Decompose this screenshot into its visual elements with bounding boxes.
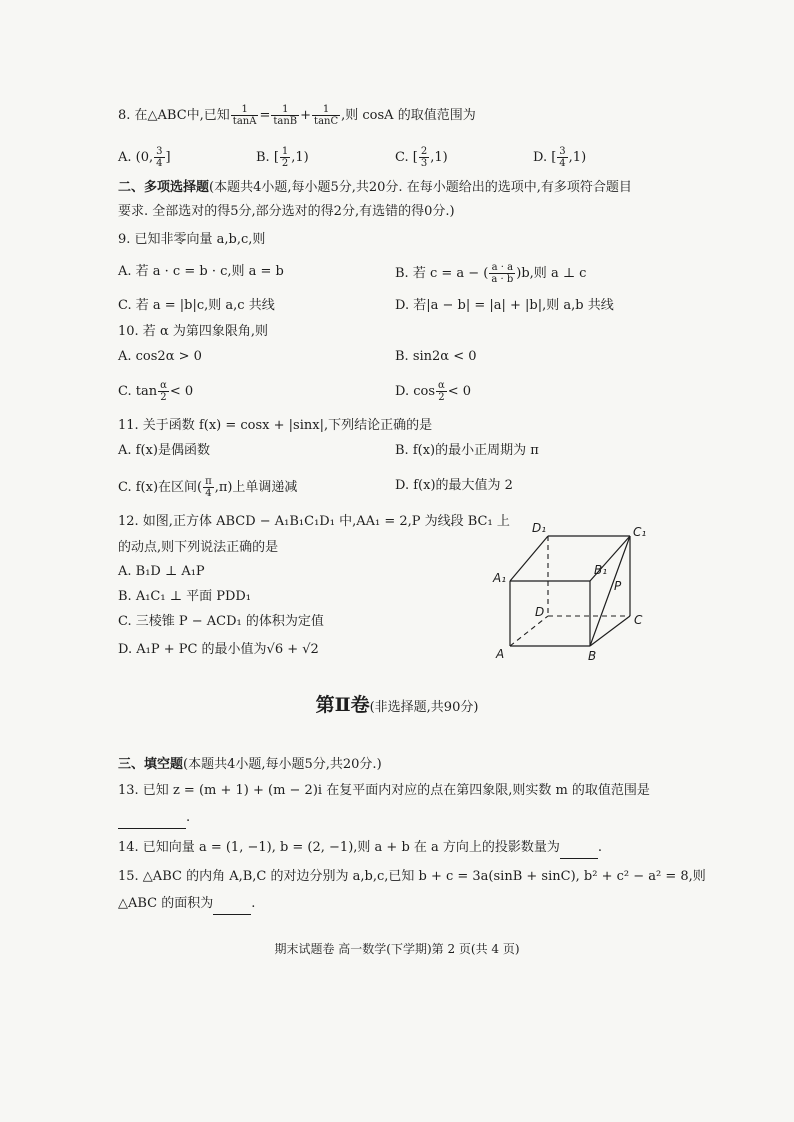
- q11-stem: 11. 关于函数 f(x) = cosx + |sinx|,下列结论正确的是: [118, 418, 433, 433]
- q12-option-a: A. B₁D ⊥ A₁P: [118, 564, 205, 579]
- q11-option-c: C. f(x)在区间( $\frac{\pi}{4}$ ,π)上单调递减: [118, 476, 298, 499]
- q11-option-d: D. f(x)的最大值为 2: [395, 478, 513, 493]
- q8-option-b: B. [ $\frac{1}{2}$ ,1): [256, 146, 309, 169]
- q8-option-d: D. [ $\frac{3}{4}$ ,1): [533, 146, 587, 169]
- edge-a1-d1: [510, 536, 548, 581]
- q8-frac-2: $\frac{1}{\tan B}$: [273, 104, 298, 127]
- q9-option-a: A. 若 a · c = b · c,则 a = b: [118, 264, 284, 279]
- label-b: B: [588, 649, 597, 663]
- q10-option-a: A. cos2α > 0: [118, 349, 202, 364]
- q14-stem: 14. 已知向量 a = (1, −1), b = (2, −1),则 a + b 在 a 方向上的投影数量为 .: [118, 838, 602, 859]
- q12-stem-line-2: 的动点,则下列说法正确的是: [118, 540, 279, 555]
- label-d: D: [535, 605, 545, 619]
- q9-option-b: B. 若 c = a − ( $\frac{a \cdot a}{a \cdot b}$ )b,则 a ⊥ c: [395, 262, 587, 285]
- q15-answer-line: △ABC 的面积为 .: [118, 894, 255, 915]
- q10-option-b: B. sin2α < 0: [395, 349, 477, 364]
- label-b1: B₁: [594, 563, 608, 577]
- q12-option-d: D. A₁P + PC 的最小值为√6 + √2: [118, 642, 319, 657]
- q12-stem-line-1: 12. 如图,正方体 ABCD − A₁B₁C₁D₁ 中,AA₁ = 2,P 为线段 BC₁ 上: [118, 514, 510, 529]
- q8-option-a: A. (0, $\frac{3}{4}$ ]: [118, 146, 171, 169]
- q10-stem: 10. 若 α 为第四象限角,则: [118, 324, 268, 339]
- label-a1: A₁: [493, 571, 507, 585]
- label-a: A: [496, 647, 505, 661]
- section-2-desc: 要求. 全部选对的得5分,部分选对的得2分,有选错的得0分.): [118, 204, 455, 219]
- label-d1: D₁: [532, 521, 547, 535]
- label-c: C: [634, 613, 643, 627]
- q8-stem: 8. 在△ABC中,已知 $\frac{1}{\tan A}$ = $\frac{1}{\tan B}$ + $\frac{1}{\tan C}$ ,则 cosA 的取值范围为: [118, 104, 476, 127]
- segment-b-c1: [590, 536, 630, 646]
- q8-option-c: C. [ $\frac{2}{3}$ ,1): [395, 146, 448, 169]
- label-c1: C₁: [633, 525, 647, 539]
- q9-stem: 9. 已知非零向量 a,b,c,则: [118, 232, 266, 247]
- q9-option-c: C. 若 a = |b|c,则 a,c 共线: [118, 298, 275, 313]
- q11-option-a: A. f(x)是偶函数: [118, 443, 210, 458]
- q8-frac-3: $\frac{1}{\tan C}$: [314, 104, 339, 127]
- hidden-edge-a-d: [510, 616, 548, 646]
- q14-blank: [560, 838, 598, 859]
- q15-blank: [213, 894, 251, 915]
- q11-option-b: B. f(x)的最小正周期为 π: [395, 443, 539, 458]
- section-3-heading: 三、填空题(本题共4小题,每小题5分,共20分.): [118, 757, 382, 772]
- q13-blank: [118, 808, 186, 829]
- q8-frac-1: $\frac{1}{\tan A}$: [232, 104, 257, 127]
- q12-option-b: B. A₁C₁ ⊥ 平面 PDD₁: [118, 589, 252, 604]
- section-2-heading: 二、多项选择题(本题共4小题,每小题5分,共20分. 在每小题给出的选项中,有多项符合题目: [118, 180, 632, 195]
- q12-option-c: C. 三棱锥 P − ACD₁ 的体积为定值: [118, 614, 324, 629]
- q9-option-d: D. 若|a − b| = |a| + |b|,则 a,b 共线: [395, 298, 614, 313]
- q10-option-d: D. cos $\frac{\alpha}{2}$ < 0: [395, 380, 472, 403]
- part-2-title: 第Ⅱ卷(非选择题,共90分): [315, 694, 479, 716]
- q13-stem: 13. 已知 z = (m + 1) + (m − 2)i 在复平面内对应的点在第四象限,则实数 m 的取值范围是: [118, 783, 650, 798]
- label-p: P: [614, 579, 622, 593]
- cube-figure: [490, 516, 660, 666]
- page-footer: 期末试题卷 高一数学(下学期)第 2 页(共 4 页): [274, 942, 520, 956]
- q15-stem: 15. △ABC 的内角 A,B,C 的对边分别为 a,b,c,已知 b + c = 3a(sinB + sinC), b² + c² − a² = 8,则: [118, 869, 706, 884]
- q13-answer-line: .: [118, 808, 190, 829]
- q10-option-c: C. tan $\frac{\alpha}{2}$ < 0: [118, 380, 194, 403]
